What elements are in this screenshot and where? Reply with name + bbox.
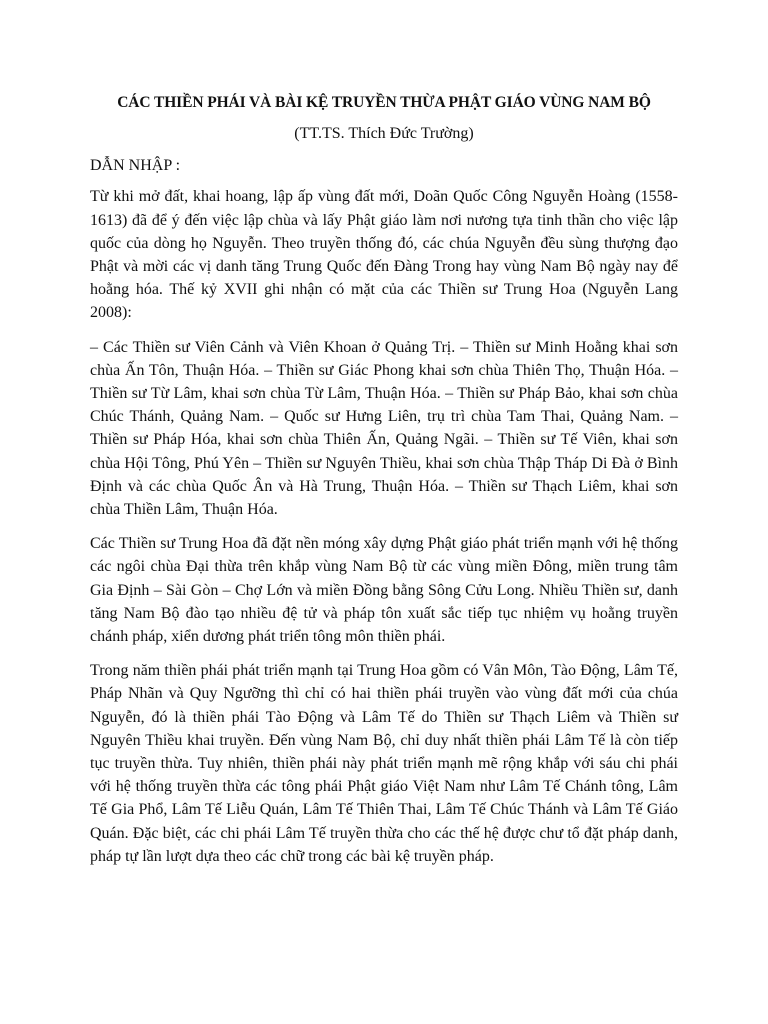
document-author: (TT.TS. Thích Đức Trường) <box>294 125 474 142</box>
paragraph-foundation: Các Thiền sư Trung Hoa đã đặt nền móng xây dựng Phật giáo phát triển mạnh với hệ thống các ngôi chùa Đại thừa trên khắp vùng Nam Bộ từ các vùng miền Đông, miền trung tâm Gia Định – Sài Gòn – Chợ Lớn và miền Đồng bằng Sông Cửu Long. Nhiều Thiền sư, danh tăng Nam Bộ đào tạo nhiều đệ tử và pháp tôn xuất sắc tiếp tục nhiệm vụ hoằng truyền chánh pháp, xiển dương phát triển tông môn thiền phái. <box>90 535 678 646</box>
paragraph-five-schools: Trong năm thiền phái phát triển mạnh tại Trung Hoa gồm có Vân Môn, Tào Động, Lâm Tế, Pháp Nhãn và Quy Ngưỡng thì chỉ có hai thiền phái truyền vào vùng đất mới của chúa Nguyễn, đó là thiền phái Tào Động và Lâm Tế do Thiền sư Thạch Liêm và Thiền sư Nguyên Thiều khai truyền. Đến vùng Nam Bộ, chỉ duy nhất thiền phái Lâm Tế là còn tiếp tục truyền thừa. Tuy nhiên, thiền phái này phát triển mạnh mẽ rộng khắp với sáu chi phái với hệ thống truyền thừa các tông phái Phật giáo Việt Nam như Lâm Tế Chánh tông, Lâm Tế Gia Phổ, Lâm Tế Liễu Quán, Lâm Tế Thiên Thai, Lâm Tế Chúc Thánh và Lâm Tế Giáo Quán. Đặc biệt, các chi phái Lâm Tế truyền thừa cho các thế hệ được chư tổ đặt pháp danh, pháp tự lần lượt dựa theo các chữ trong các bài kệ truyền pháp. <box>90 662 678 865</box>
document-page <box>90 92 678 879</box>
paragraph-intro: Từ khi mở đất, khai hoang, lập ấp vùng đất mới, Doãn Quốc Công Nguyễn Hoàng (1558-1613) đã để ý đến việc lập chùa và lấy Phật giáo làm nơi nương tựa tinh thần cho việc lập quốc của dòng họ Nguyễn. Theo truyền thống đó, các chúa Nguyễn đều sùng thượng đạo Phật và mời các vị danh tăng Trung Quốc đến Đàng Trong hay vùng Nam Bộ ngày nay để hoằng hóa. Thế kỷ XVII ghi nhận có mặt của các Thiền sư Trung Hoa (Nguyễn Lang 2008): <box>90 188 678 322</box>
paragraph-zen-masters-list: – Các Thiền sư Viên Cảnh và Viên Khoan ở Quảng Trị. – Thiền sư Minh Hoằng khai sơn chùa Ấn Tôn, Thuận Hóa. – Thiền sư Giác Phong khai sơn chùa Thiên Thọ, Thuận Hóa. – Thiền sư Từ Lâm, khai sơn chùa Từ Lâm, Thuận Hóa. – Thiền sư Pháp Bảo, khai sơn chùa Chúc Thánh, Quảng Nam. – Quốc sư Hưng Liên, trụ trì chùa Tam Thai, Quảng Nam. – Thiền sư Pháp Hóa, khai sơn chùa Thiên Ấn, Quảng Ngãi. – Thiền sư Tế Viên, khai sơn chùa Hội Tông, Phú Yên – Thiền sư Nguyên Thiều, khai sơn chùa Thập Tháp Di Đà ở Bình Định và các chùa Quốc Ân và Hà Trung, Thuận Hóa. – Thiền sư Thạch Liêm, khai sơn chùa Thiền Lâm, Thuận Hóa. <box>90 338 678 519</box>
document-title: CÁC THIỀN PHÁI VÀ BÀI KỆ TRUYỀN THỪA PHẬT GIÁO VÙNG NAM BỘ <box>117 94 651 111</box>
section-heading: DẪN NHẬP : <box>90 157 181 175</box>
